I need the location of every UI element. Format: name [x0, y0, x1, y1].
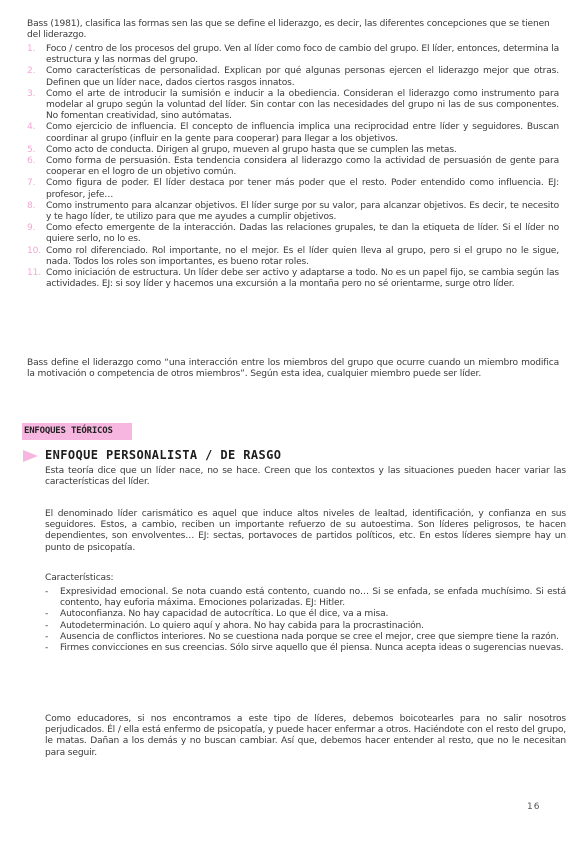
list-item-text: Como ejercicio de influencia. El concepto de influencia implica una reciprocidad entre líder y seguidores. Buscan coordinar al grupo (influir en la gente para cooperar) para llegar a los objetivos.: [46, 122, 559, 144]
list-item-text: Como instrumento para alcanzar objetivos. El líder surge por su valor, para alcanzar objetivos. Es decir, te necesito y te hago líder, te utilizo para que me ayudes a cumplir objetivos.: [46, 200, 559, 223]
list-item: [27, 122, 559, 144]
list-item: [45, 621, 566, 632]
list-item-text: Como rol diferenciado. Rol importante, no el mejor. Es el líder quien lleva al grupo, pero si el grupo no le sigue, nada. Todos los roles son importantes, es bueno rotar roles.: [46, 245, 559, 267]
list-item: [27, 268, 559, 290]
list-number: 5.: [27, 144, 36, 155]
list-item-text: Como el arte de introducir la sumisión e inducir a la obediencia. Consideran el liderazgo como instrumento para modelar al grupo según la voluntad del líder. Sin contar con las necesidades del grupo ni las de sus componentes. No fomentan creatividad, sino autómatas.: [46, 88, 559, 122]
list-item: [27, 89, 559, 123]
bass-definition-paragraph: Bass define el liderazgo como “una interacción entre los miembros del grupo que ocurre cuando un miembro modifica la motivación o competencia de otros miembros”. Según esta idea, cualquier miembro puede ser líder.: [27, 358, 559, 380]
list-item: [27, 246, 559, 268]
feature-text: Expresividad emocional. Se nota cuando está contento, cuando no… Si se enfada, se enfada muchísimo. Si está contento, hay euforia máxima. Emociones polarizadas. EJ: Hitler.: [60, 587, 566, 609]
list-item: [27, 66, 559, 88]
subheading-title: ENFOQUE PERSONALISTA / DE RASGO: [45, 448, 282, 462]
list-number: 2.: [27, 66, 36, 77]
features-title: Características:: [45, 573, 114, 583]
list-item-text: Foco / centro de los procesos del grupo. Ven al líder como foco de cambio del grupo. El líder, entonces, determina la estructura y las normas del grupo.: [46, 44, 559, 66]
intro-paragraph: Bass (1981), clasifica las formas sen las que se define el liderazgo, es decir, las diferentes concepciones que se tienen del liderazgo.: [27, 19, 550, 41]
list-item: [27, 145, 559, 156]
dash-bullet: -: [45, 587, 49, 597]
list-item-text: Como características de personalidad. Explican por qué algunas personas ejercen el liderazgo mejor que otras. Definen que un líder nace, dados ciertos rasgos innatos.: [46, 66, 559, 88]
list-item: [27, 156, 559, 178]
dash-bullet: -: [45, 609, 49, 620]
list-item-text: Como forma de persuasión. Esta tendencia considera al liderazgo como la actividad de persuasión de gente para cooperar en el logro de un objetivo común.: [46, 156, 559, 178]
feature-text: Ausencia de conflictos interiores. No se cuestiona nada porque se cree el mejor, cree que siempre tiene la razón.: [60, 631, 559, 642]
list-item: [27, 201, 559, 223]
dash-bullet: -: [45, 620, 49, 631]
page-number: 16: [527, 802, 541, 812]
list-number: 7.: [27, 178, 36, 189]
list-number: 9.: [27, 223, 36, 234]
list-item: [45, 643, 566, 654]
list-item-text: Como acto de conducta. Dirigen al grupo, mueven al grupo hasta que se cumplen las metas.: [46, 144, 457, 155]
list-item: [27, 178, 559, 200]
charismatic-paragraph: El denominado líder carismático es aquel que induce altos niveles de lealtad, identificación, y confianza en sus seguidores. Estos, a cambio, reciben un importante refuerzo de su autoestima. Son líderes peligrosos, te hacen dependientes, son envolventes… EJ: sectas, portavoces de partidos políticos, etc. En estos líderes siempre hay un punto de psicopatía.: [45, 509, 566, 553]
list-item: [45, 632, 566, 643]
list-item: [45, 609, 566, 620]
list-number: 10.: [27, 245, 42, 256]
list-item-text: Como efecto emergente de la interacción. Dadas las relaciones grupales, te dan la etiqueta de líder. Si el líder no quiere serlo, no lo es.: [46, 223, 559, 245]
play-arrow-icon: [23, 450, 38, 462]
feature-text: Firmes convicciones en sus creencias. Sólo sirve aquello que él piensa. Nunca acepta ideas o sugerencias nuevas.: [60, 643, 564, 654]
feature-text: Autodeterminación. Lo quiero aquí y ahora. No hay cabida para la procrastinación.: [60, 620, 424, 631]
list-number: 8.: [27, 200, 36, 211]
list-number: 6.: [27, 156, 36, 167]
list-number: 1.: [27, 44, 36, 54]
list-number: 11.: [27, 268, 42, 279]
bass-concepts-list: [27, 44, 559, 290]
dash-bullet: -: [45, 643, 49, 654]
list-item-text: Como figura de poder. El líder destaca por tener más poder que el resto. Poder entendido como influencia. EJ: profesor, jefe…: [46, 178, 559, 200]
theory-paragraph: Esta teoría dice que un líder nace, no se hace. Creen que los contextos y las situaciones pueden hacer variar las características del líder.: [45, 466, 566, 488]
list-number: 4.: [27, 122, 36, 133]
section-label-highlight: ENFOQUES TEÓRICOS: [22, 423, 132, 440]
feature-text: Autoconfianza. No hay capacidad de autocrítica. Lo que él dice, va a misa.: [60, 609, 389, 620]
dash-bullet: -: [45, 631, 49, 642]
features-list: [45, 587, 566, 654]
list-item: [27, 223, 559, 245]
list-number: 3.: [27, 88, 36, 99]
list-item: [27, 44, 559, 66]
list-item: [45, 587, 566, 609]
educators-paragraph: Como educadores, si nos encontramos a este tipo de líderes, debemos boicotearles para no salir nosotros perjudicados. Él / ella está enfermo de psicopatía, y puede hacer enfermar a otros. Haciéndote con el resto del grupo, le matas. Dañan a los demás y no buscan cambiar. Así que, debemos hacer entender al resto, que no le necesitan para seguir.: [45, 714, 566, 758]
list-item-text: Como iniciación de estructura. Un líder debe ser activo y adaptarse a todo. No es un papel fijo, se cambia según las actividades. EJ: si soy líder y hacemos una excursión a la montaña pero no sé orientarme, surge otro líder.: [46, 268, 559, 290]
